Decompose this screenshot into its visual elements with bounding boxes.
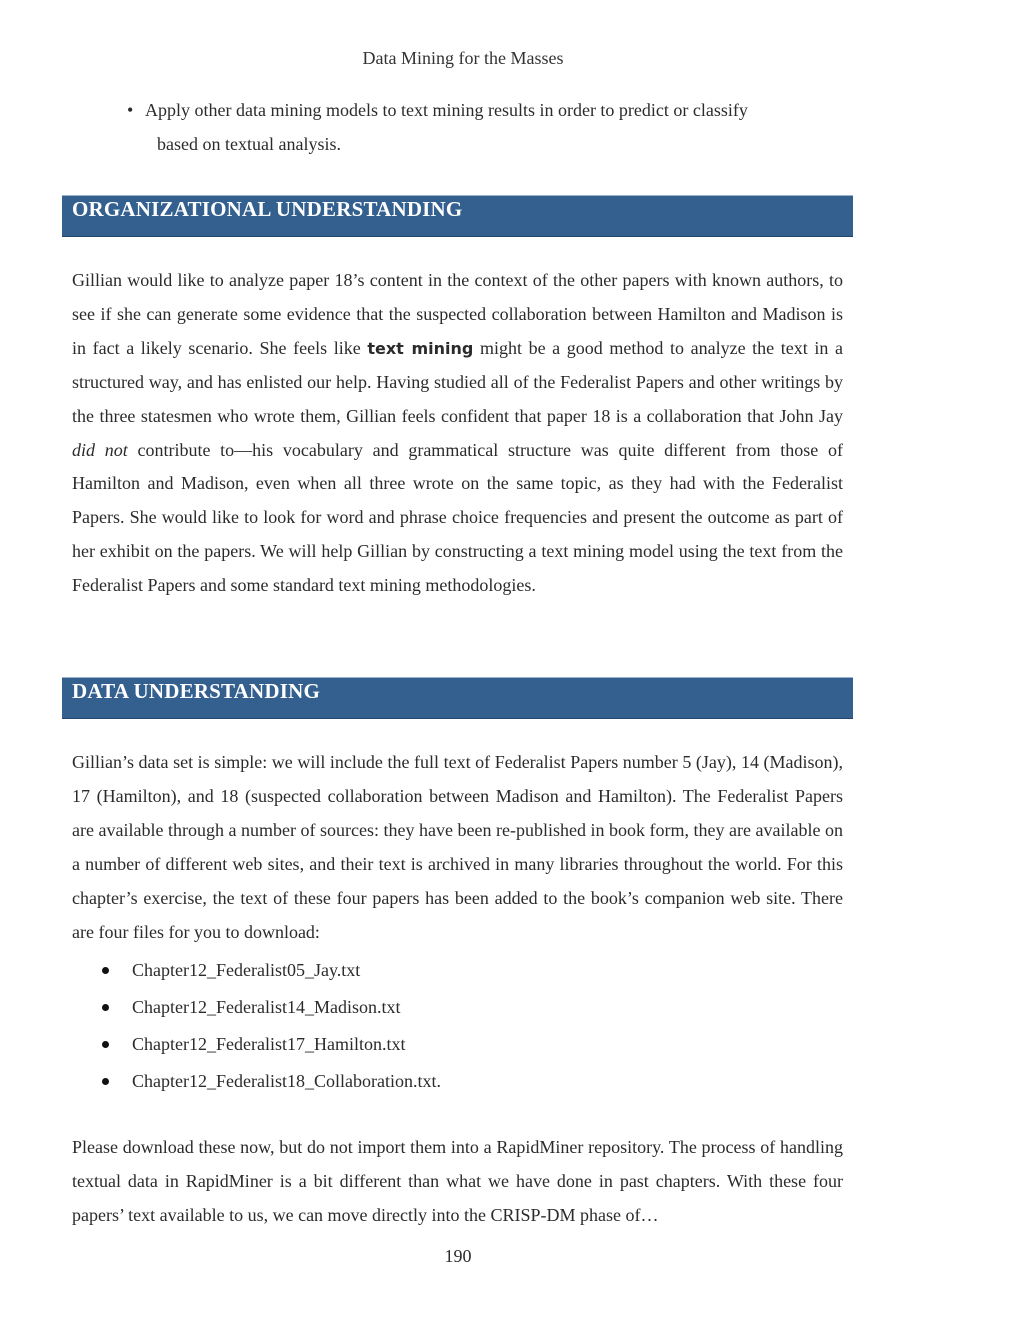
page-number: 190 (444, 1246, 472, 1266)
file-name: Chapter12_Federalist17_Hamilton.txt (132, 1034, 406, 1054)
intro-bullet-item (127, 93, 843, 161)
list-item (100, 1026, 441, 1063)
intro-bullet-line-1: Apply other data mining models to text mining results in order to predict or classify (145, 100, 748, 120)
file-name: Chapter12_Federalist05_Jay.txt (132, 960, 361, 980)
bold-term: text mining (367, 338, 474, 358)
section-heading-text: ORGANIZATIONAL UNDERSTANDING (72, 197, 463, 221)
bullet-icon (102, 1004, 109, 1011)
intro-bullet-line-2: based on textual analysis. (157, 134, 341, 154)
file-name: Chapter12_Federalist18_Collaboration.txt. (132, 1071, 441, 1091)
bullet-icon (102, 967, 109, 974)
running-header: Data Mining for the Masses (362, 48, 564, 68)
file-name: Chapter12_Federalist14_Madison.txt (132, 997, 401, 1017)
italic-emphasis: did not (72, 439, 128, 460)
list-item (100, 989, 441, 1026)
list-item (100, 1063, 441, 1100)
section-heading-text: DATA UNDERSTANDING (72, 679, 321, 703)
paragraph-text: contribute to—his vocabulary and grammatical structure was quite different from those of Hamilton and Madison, even when all three wrote on the same topic, as they had with the Federalist Papers. She would like to look for word and phrase choice frequencies and present the outcome as part of her exhibit on the papers. We will help Gillian by constructing a text mining model using the text from the Federalist Papers and some standard text mining methodologies. (72, 439, 843, 596)
data-paragraph-2: Please download these now, but do not import them into a RapidMiner repository. The process of handling textual data in RapidMiner is a bit different than what we have done in past chapters. With these four papers’ text available to us, we can move directly into the CRISP-DM phase of… (72, 1137, 843, 1225)
bullet-icon (102, 1078, 109, 1085)
section-heading-organizational (62, 195, 853, 237)
list-item (100, 952, 441, 989)
organizational-paragraph (72, 264, 843, 603)
file-list (100, 952, 441, 1100)
bullet-icon: • (127, 100, 134, 120)
data-paragraph-1: Gillian’s data set is simple: we will include the full text of Federalist Papers number 5 (Jay), 14 (Madison), 17 (Hamilton), and 18 (suspected collaboration between Madison and Hamilton). The Federalist Papers are available through a number of sources: they have been re-published in book form, they are available on a number of different web sites, and their text is archived in many libraries throughout the world. For this chapter’s exercise, the text of these four papers has been added to the book’s companion web site. There are four files for you to download: (72, 752, 843, 942)
section-heading-data (62, 677, 853, 719)
paragraph-text: might be a good method to analyze the text in a structured way, and has enlisted our help. Having studied all of the Federalist Papers and other writings by the three statesmen who wrote them, Gillian feels confident that paper 18 is a collaboration that John Jay (72, 337, 843, 426)
paragraph-text: Gillian would like to analyze paper 18’s content in the context of the other papers with known authors, to see if she can generate some evidence that the suspected collaboration between Hamilton and Madison is in fact a likely scenario. She feels like (72, 270, 843, 358)
bullet-icon (102, 1041, 109, 1048)
